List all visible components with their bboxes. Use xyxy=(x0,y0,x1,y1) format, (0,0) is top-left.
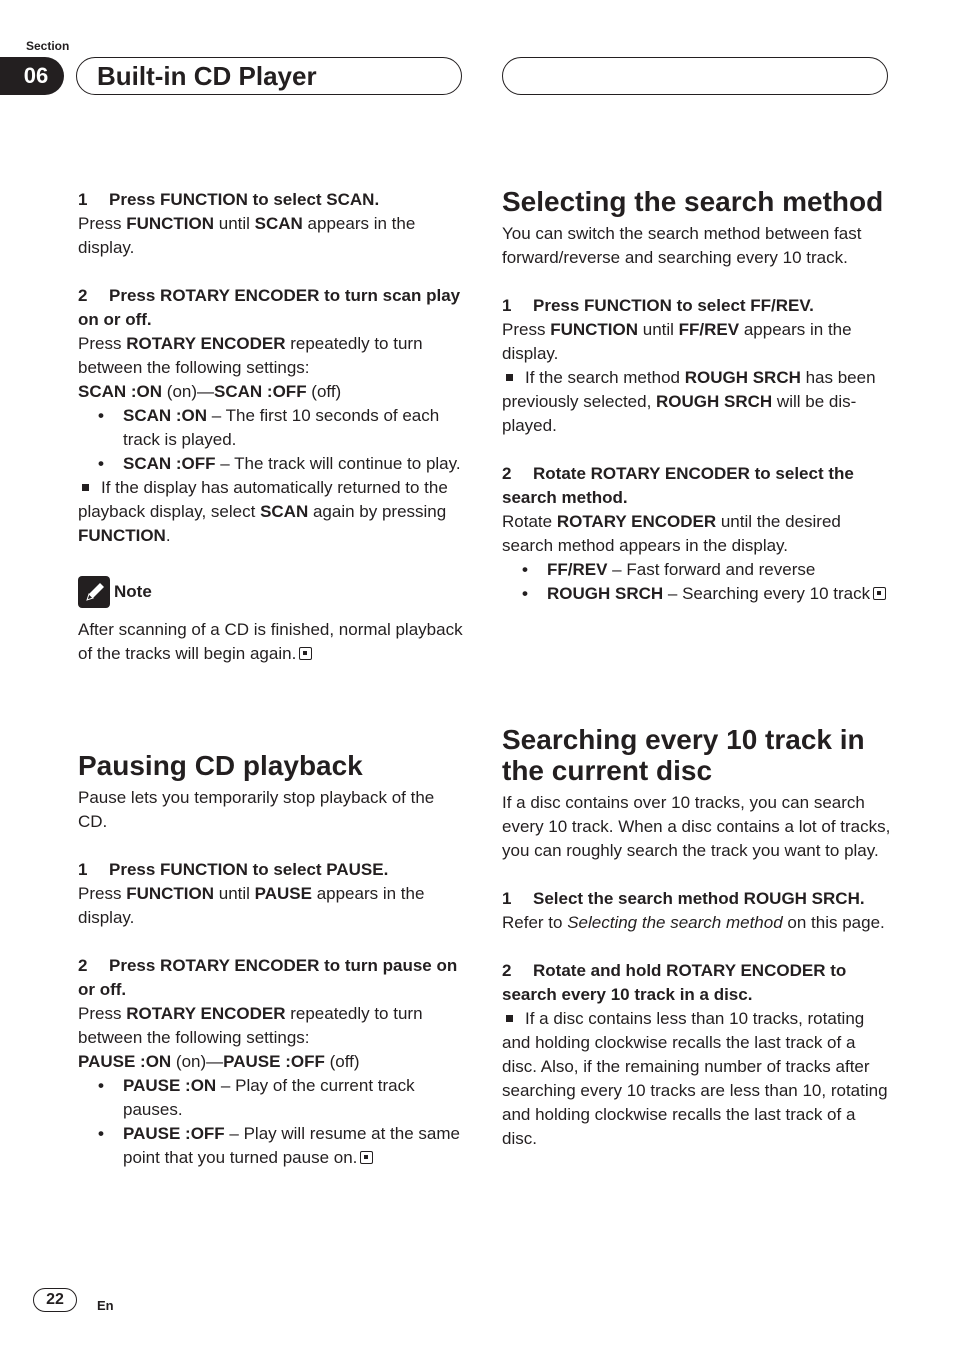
search-note: If the search method ROUGH SRCH has been previously selected, ROUGH SRCH will be displayed. xyxy=(502,368,876,435)
end-mark-icon xyxy=(299,647,312,660)
search-method-section xyxy=(502,186,888,606)
search-step-2-body: Rotate ROTARY ENCODER until the desired search method appears in the display. xyxy=(502,512,841,555)
pause-step-1-heading: 1 Press FUNCTION to select PAUSE. xyxy=(78,860,389,879)
note-square-icon xyxy=(506,1015,513,1022)
scan-step-2-body: Press ROTARY ENCODER repeatedly to turn between the following settings: xyxy=(78,334,423,377)
end-mark-icon xyxy=(873,587,886,600)
note-square-icon xyxy=(82,484,89,491)
note-header xyxy=(78,576,464,608)
pause-step-2-body: Press ROTARY ENCODER repeatedly to turn between the following settings: xyxy=(78,1004,423,1047)
blank-header-pill xyxy=(502,57,888,95)
chapter-title: Built-in CD Player xyxy=(76,57,462,95)
scan-note: If the display has automatically returned to the playback display, select SCAN again by pressing FUNCTION. xyxy=(78,478,448,545)
pause-bullet-off: • PAUSE :OFF – Play will resume at the same point that you turned pause on. xyxy=(78,1122,464,1170)
pencil-note-icon xyxy=(78,576,110,608)
scan-step-1-heading: 1 Press FUNCTION to select SCAN. xyxy=(78,190,380,209)
every-intro: If a disc contains over 10 tracks, you can search every 10 track. When a disc contains a lot of tracks, you can roughly search the track you want to play. xyxy=(502,793,891,860)
every-10-section xyxy=(502,724,892,1151)
scan-bullet-on: • SCAN :ON – The first 10 seconds of each track is played. xyxy=(78,404,464,452)
note-text: After scanning of a CD is finished, normal playback of the tracks will begin again. xyxy=(78,620,463,663)
pause-intro: Pause lets you temporarily stop playback of the CD. xyxy=(78,788,435,831)
every-heading: Searching every 10 track in the current disc xyxy=(502,724,865,786)
end-mark-icon xyxy=(360,1151,373,1164)
search-step-2-heading: 2 Rotate ROTARY ENCODER to select the search method. xyxy=(502,464,854,507)
scan-step-2-heading: 2 Press ROTARY ENCODER to turn scan play on or off. xyxy=(78,286,461,329)
search-heading: Selecting the search method xyxy=(502,186,884,217)
left-column xyxy=(78,188,464,666)
section-number-badge: 06 xyxy=(0,57,64,95)
scan-step-1-body: Press FUNCTION until SCAN appears in the display. xyxy=(78,214,416,257)
pause-heading: Pausing CD playback xyxy=(78,750,363,781)
note-square-icon xyxy=(506,374,513,381)
search-step-1-body: Press FUNCTION until FF/REV appears in the display. xyxy=(502,320,852,363)
search-bullet-ffrev: • FF/REV – Fast forward and reverse xyxy=(502,558,888,582)
page-number: 22 xyxy=(33,1288,77,1312)
pause-section xyxy=(78,750,464,1170)
language-label: En xyxy=(97,1298,114,1313)
pause-step-1-body: Press FUNCTION until PAUSE appears in the display. xyxy=(78,884,425,927)
every-step-1-body: Refer to Selecting the search method on this page. xyxy=(502,913,885,932)
search-intro: You can switch the search method between fast forward/reverse and searching every 10 track. xyxy=(502,224,862,267)
search-step-1-heading: 1 Press FUNCTION to select FF/REV. xyxy=(502,296,814,315)
every-note: If a disc contains less than 10 tracks, rotating and holding clockwise recalls the last track of a disc. Also, if the remaining number of tracks after searching every 10 tracks are less than 10, rotating and holding clockwise recalls the last track of a disc. xyxy=(502,1009,888,1148)
every-step-2-heading: 2 Rotate and hold ROTARY ENCODER to search every 10 track in a disc. xyxy=(502,961,847,1004)
scan-bullet-off: • SCAN :OFF – The track will continue to play. xyxy=(78,452,464,476)
search-bullet-rough: • ROUGH SRCH – Searching every 10 track xyxy=(502,582,888,606)
section-label: Section xyxy=(26,39,70,53)
pause-bullet-on: • PAUSE :ON – Play of the current track pauses. xyxy=(78,1074,464,1122)
note-label: Note xyxy=(114,582,152,601)
pause-step-2-heading: 2 Press ROTARY ENCODER to turn pause on or off. xyxy=(78,956,458,999)
scan-settings: SCAN :ON (on)—SCAN :OFF (off) xyxy=(78,382,342,401)
pause-settings: PAUSE :ON (on)—PAUSE :OFF (off) xyxy=(78,1052,360,1071)
every-step-1-heading: 1 Select the search method ROUGH SRCH. xyxy=(502,889,865,908)
